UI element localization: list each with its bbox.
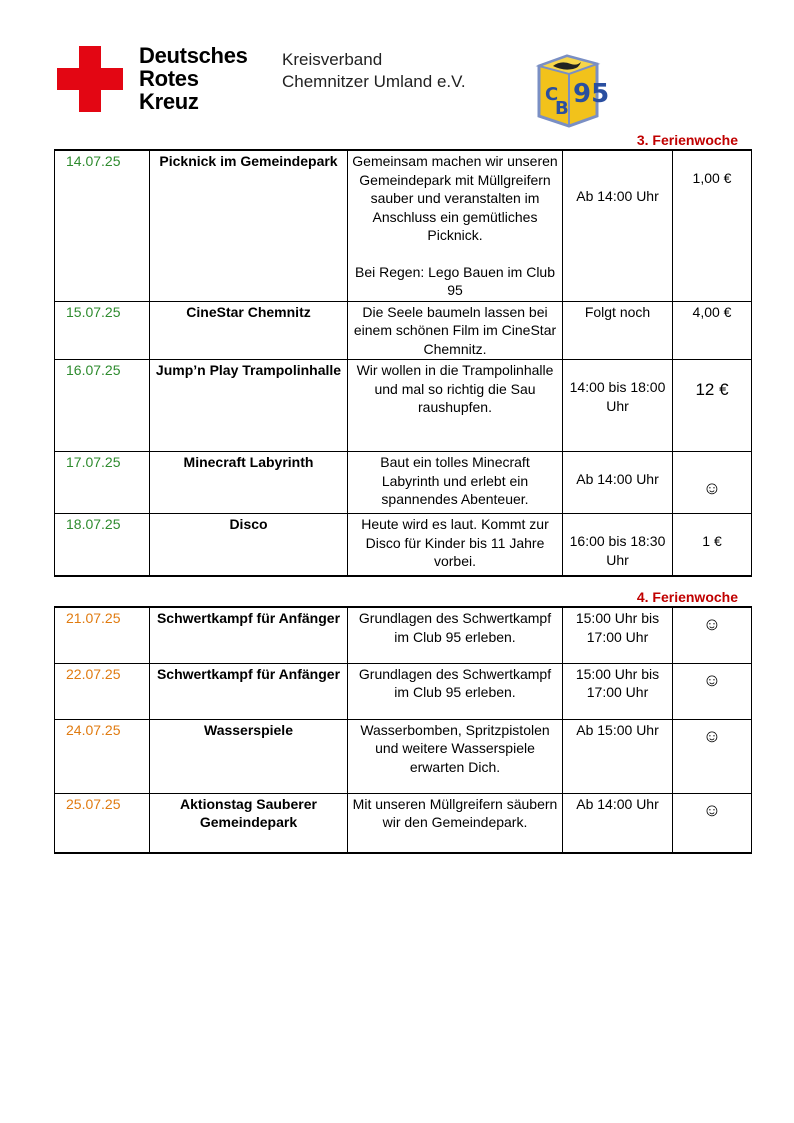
time-cell	[563, 360, 673, 452]
time-cell: Folgt noch	[563, 301, 673, 360]
org-name	[139, 44, 248, 113]
kreisverband-line: Kreisverband	[282, 50, 383, 69]
title-cell: Minecraft Labyrinth	[150, 452, 348, 514]
title-cell: Disco	[150, 514, 348, 576]
time-cell: 15:00 Uhr bis 17:00 Uhr	[563, 663, 673, 719]
date-cell: 24.07.25	[55, 719, 150, 793]
table-row	[55, 360, 752, 452]
description-text: Gemeinsam machen wir unseren Gemeindepark mit Müllgreifern sauber und veranstalten im Anschluss ein gemütliches Picknick.	[352, 153, 558, 243]
smiley-icon: ☺	[702, 478, 722, 498]
date-cell: 22.07.25	[55, 663, 150, 719]
time-cell	[563, 452, 673, 514]
date-cell: 14.07.25	[55, 150, 150, 301]
club-logo-letter: 95	[573, 79, 610, 109]
description-cell: Die Seele baumeln lassen bei einem schönen Film im CineStar Chemnitz.	[348, 301, 563, 360]
description-cell: Wasserbomben, Spritzpistolen und weitere Wasserspiele erwarten Dich.	[348, 719, 563, 793]
date-cell: 25.07.25	[55, 793, 150, 853]
red-cross-logo-icon	[57, 46, 123, 112]
price-cell	[673, 793, 752, 853]
org-name-line: Kreuz	[139, 89, 199, 114]
description-text: Bei Regen: Lego Bauen im Club 95	[354, 263, 556, 298]
title-cell: Wasserspiele	[150, 719, 348, 793]
club-logo-letter: B	[555, 98, 569, 119]
price-cell	[673, 360, 752, 452]
price-text: 12 €	[695, 380, 729, 399]
time-cell	[563, 150, 673, 301]
time-text: Ab 14:00 Uhr	[576, 471, 659, 487]
table-row	[55, 452, 752, 514]
date-cell: 16.07.25	[55, 360, 150, 452]
description-cell: Heute wird es laut. Kommt zur Disco für Kinder bis 11 Jahre vorbei.	[348, 514, 563, 576]
week-label: 3. Ferienwoche	[636, 132, 738, 148]
time-cell: Ab 15:00 Uhr	[563, 719, 673, 793]
title-cell: Jump’n Play Trampolinhalle	[150, 360, 348, 452]
table-row	[55, 607, 752, 663]
table-row	[55, 719, 752, 793]
schedule-table-week-4	[54, 606, 752, 854]
schedule-table-week-3	[54, 149, 752, 577]
smiley-icon: ☺	[702, 669, 722, 690]
smiley-icon: ☺	[702, 614, 722, 634]
description-cell	[348, 150, 563, 301]
description-cell: Baut ein tolles Minecraft Labyrinth und erlebt ein spannendes Abenteuer.	[348, 452, 563, 514]
price-cell	[673, 150, 752, 301]
smiley-icon: ☺	[702, 725, 722, 746]
date-cell: 18.07.25	[55, 514, 150, 576]
time-cell	[563, 514, 673, 576]
date-cell: 15.07.25	[55, 301, 150, 360]
table-row	[55, 663, 752, 719]
club-95-logo-icon	[531, 52, 610, 128]
club-logo-letter: C	[545, 84, 559, 105]
time-text: 14:00 bis 18:00 Uhr	[569, 379, 666, 414]
table-row	[55, 150, 752, 301]
org-name-line: Deutsches	[139, 43, 248, 68]
kreisverband-line: Chemnitzer Umland e.V.	[282, 72, 466, 91]
price-cell	[673, 719, 752, 793]
title-cell: CineStar Chemnitz	[150, 301, 348, 360]
table-row	[55, 514, 752, 576]
table-row	[55, 301, 752, 360]
price-cell: 4,00 €	[673, 301, 752, 360]
date-cell: 17.07.25	[55, 452, 150, 514]
title-cell: Schwertkampf für Anfänger	[150, 663, 348, 719]
time-text: 16:00 bis 18:30 Uhr	[569, 533, 666, 568]
price-cell	[673, 663, 752, 719]
price-text: 1,00 €	[692, 170, 732, 186]
time-text: Ab 14:00 Uhr	[576, 188, 659, 204]
title-cell: Schwertkampf für Anfänger	[150, 607, 348, 663]
table-row	[55, 793, 752, 853]
kreisverband-name	[282, 49, 466, 93]
description-cell: Mit unseren Müllgreifern säubern wir den Gemeindepark.	[348, 793, 563, 853]
description-cell: Grundlagen des Schwertkampf im Club 95 erleben.	[348, 607, 563, 663]
date-cell: 21.07.25	[55, 607, 150, 663]
description-cell: Grundlagen des Schwertkampf im Club 95 erleben.	[348, 663, 563, 719]
price-text: 1 €	[702, 533, 722, 549]
price-cell	[673, 607, 752, 663]
week-label: 4. Ferienwoche	[636, 589, 738, 605]
description-cell: Wir wollen in die Trampolinhalle und mal so richtig die Sau raushupfen.	[348, 360, 563, 452]
time-cell: 15:00 Uhr bis 17:00 Uhr	[563, 607, 673, 663]
title-cell: Aktionstag Sauberer Gemeindepark	[150, 793, 348, 853]
org-name-line: Rotes	[139, 66, 199, 91]
smiley-icon: ☺	[702, 799, 722, 820]
time-cell: Ab 14:00 Uhr	[563, 793, 673, 853]
title-cell: Picknick im Gemeindepark	[150, 150, 348, 301]
price-cell	[673, 514, 752, 576]
price-cell	[673, 452, 752, 514]
